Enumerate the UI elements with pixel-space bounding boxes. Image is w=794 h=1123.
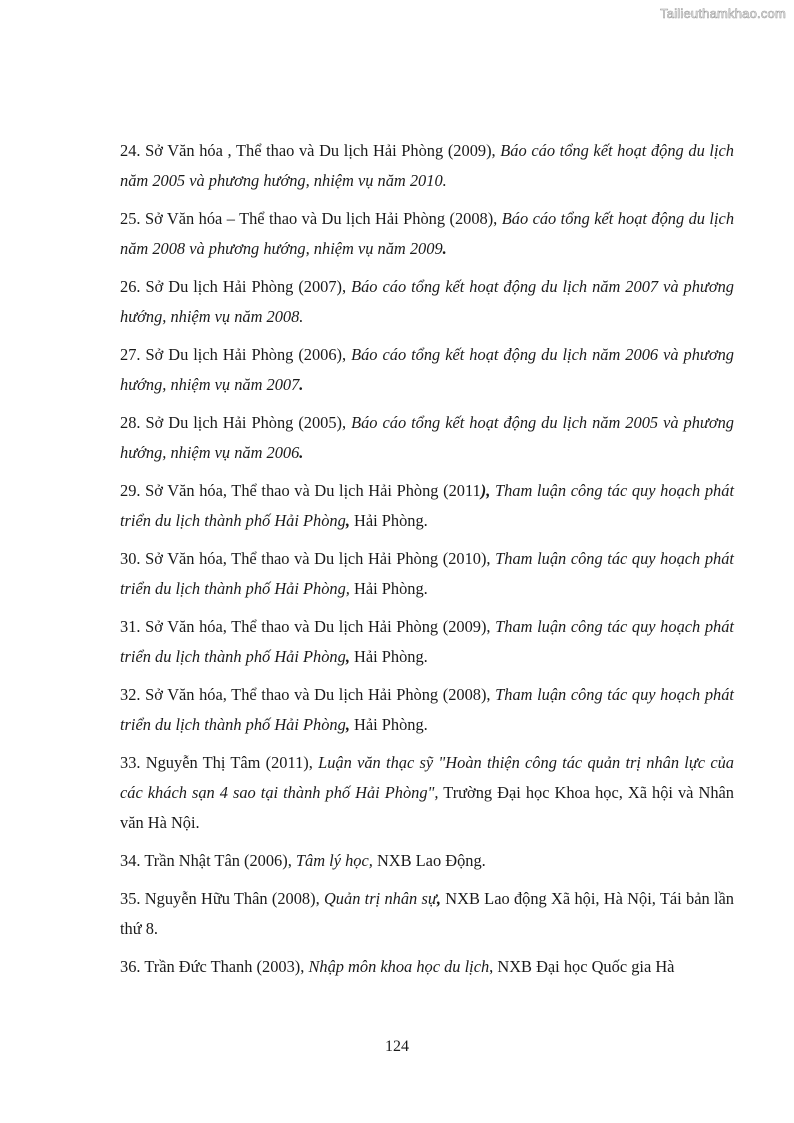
ref-author-year: Sở Văn hóa, Thể thao và Du lịch Hải Phòng (2011 <box>145 481 481 500</box>
ref-author-year: Trần Nhật Tân (2006), <box>144 851 296 870</box>
ref-author-year: Sở Văn hóa, Thể thao và Du lịch Hải Phòng (2009), <box>145 617 496 636</box>
ref-author-year: Sở Du lịch Hải Phòng (2005), <box>145 413 352 432</box>
reference-list <box>120 136 734 990</box>
ref-title-tail: , <box>345 715 350 734</box>
ref-title: Báo cáo tổng kết hoạt động du lịch năm 2007 và phương hướng, nhiệm vụ năm 2008. <box>120 277 734 326</box>
ref-title: Báo cáo tổng kết hoạt động du lịch năm 2005 và phương hướng, nhiệm vụ năm 2006 <box>120 413 734 462</box>
reference-item <box>120 136 734 196</box>
ref-title: Tham luận công tác quy hoạch phát triển du lịch thành phố Hải Phòng <box>120 481 734 530</box>
ref-publisher: Hải Phòng. <box>349 511 428 530</box>
ref-publisher: Trường Đại học Khoa học, Xã hội và Nhân văn Hà Nội. <box>120 783 734 832</box>
reference-item <box>120 846 734 876</box>
reference-item <box>120 680 734 740</box>
ref-number: 25. <box>120 209 141 228</box>
reference-item <box>120 884 734 944</box>
ref-number: 36. <box>120 957 141 976</box>
ref-number: 34. <box>120 851 141 870</box>
ref-title-tail: , <box>345 647 350 666</box>
ref-title: Báo cáo tổng kết hoạt động du lịch năm 2008 và phương hướng, nhiệm vụ năm 2009 <box>120 209 735 258</box>
ref-number: 33. <box>120 753 141 772</box>
ref-title: Luận văn thạc sỹ "Hoàn thiện công tác quản trị nhân lực của các khách sạn 4 sao tại thành phố Hải Phòng", <box>120 753 734 802</box>
reference-item <box>120 544 734 604</box>
ref-number: 27. <box>120 345 141 364</box>
reference-item <box>120 612 734 672</box>
ref-author-year: Sở Du lịch Hải Phòng (2006), <box>145 345 352 364</box>
ref-author-year: Trần Đức Thanh (2003), <box>144 957 309 976</box>
reference-item <box>120 204 734 264</box>
ref-author-year: Nguyễn Hữu Thân (2008), <box>144 889 324 908</box>
ref-number: 28. <box>120 413 141 432</box>
ref-author-year: Sở Du lịch Hải Phòng (2007), <box>145 277 352 296</box>
reference-item <box>120 476 734 536</box>
ref-number: 30. <box>120 549 141 568</box>
ref-number: 32. <box>120 685 141 704</box>
ref-publisher: NXB Lao Động. <box>372 851 486 870</box>
ref-publisher: , NXB Đại học Quốc gia Hà <box>489 957 675 976</box>
reference-item <box>120 272 734 332</box>
ref-publisher: Hải Phòng. <box>349 715 428 734</box>
ref-title: Tham luận công tác quy hoạch phát triển du lịch thành phố Hải Phòng <box>120 685 734 734</box>
ref-title-tail: , <box>345 511 350 530</box>
page-number: 124 <box>385 1038 409 1055</box>
ref-number: 35. <box>120 889 141 908</box>
ref-author-year: Sở Văn hóa , Thể thao và Du lịch Hải Phòng (2009), <box>145 141 501 160</box>
ref-author-year: Sở Văn hóa, Thể thao và Du lịch Hải Phòng (2010), <box>145 549 496 568</box>
ref-title: Báo cáo tổng kết hoạt động du lịch năm 2005 và phương hướng, nhiệm vụ năm 2010. <box>120 141 735 190</box>
ref-author-year: Sở Văn hóa – Thể thao và Du lịch Hải Phòng (2008), <box>144 209 502 228</box>
ref-title: Báo cáo tổng kết hoạt động du lịch năm 2006 và phương hướng, nhiệm vụ năm 2007 <box>120 345 734 394</box>
ref-author-year: Sở Văn hóa, Thể thao và Du lịch Hải Phòng (2008), <box>145 685 496 704</box>
ref-number: 31. <box>120 617 141 636</box>
reference-item <box>120 952 734 982</box>
reference-item <box>120 408 734 468</box>
ref-publisher: Hải Phòng. <box>349 647 428 666</box>
ref-title: Quản trị nhân sự <box>323 889 437 908</box>
ref-title-tail: . <box>299 375 304 394</box>
ref-title-tail: . <box>442 239 447 258</box>
reference-item <box>120 748 734 838</box>
ref-title-tail: , <box>436 889 441 908</box>
watermark-text: Tailieuthamkhao.com <box>660 6 786 21</box>
reference-item <box>120 340 734 400</box>
ref-number: 26. <box>120 277 141 296</box>
ref-number: 24. <box>120 141 141 160</box>
ref-title: Tâm lý học, <box>295 851 373 870</box>
ref-publisher: Hải Phòng. <box>349 579 428 598</box>
ref-punct: ), <box>480 481 491 500</box>
ref-publisher: NXB Lao động Xã hội, Hà Nội, Tái bản lần thứ 8. <box>120 889 734 938</box>
ref-title: Nhập môn khoa học du lịch <box>308 957 490 976</box>
ref-title: Tham luận công tác quy hoạch phát triển du lịch thành phố Hải Phòng <box>120 617 734 666</box>
ref-number: 29. <box>120 481 141 500</box>
ref-title: Tham luận công tác quy hoạch phát triển du lịch thành phố Hải Phòng, <box>120 549 734 598</box>
ref-author-year: Nguyễn Thị Tâm (2011), <box>145 753 319 772</box>
ref-title-tail: . <box>299 443 304 462</box>
